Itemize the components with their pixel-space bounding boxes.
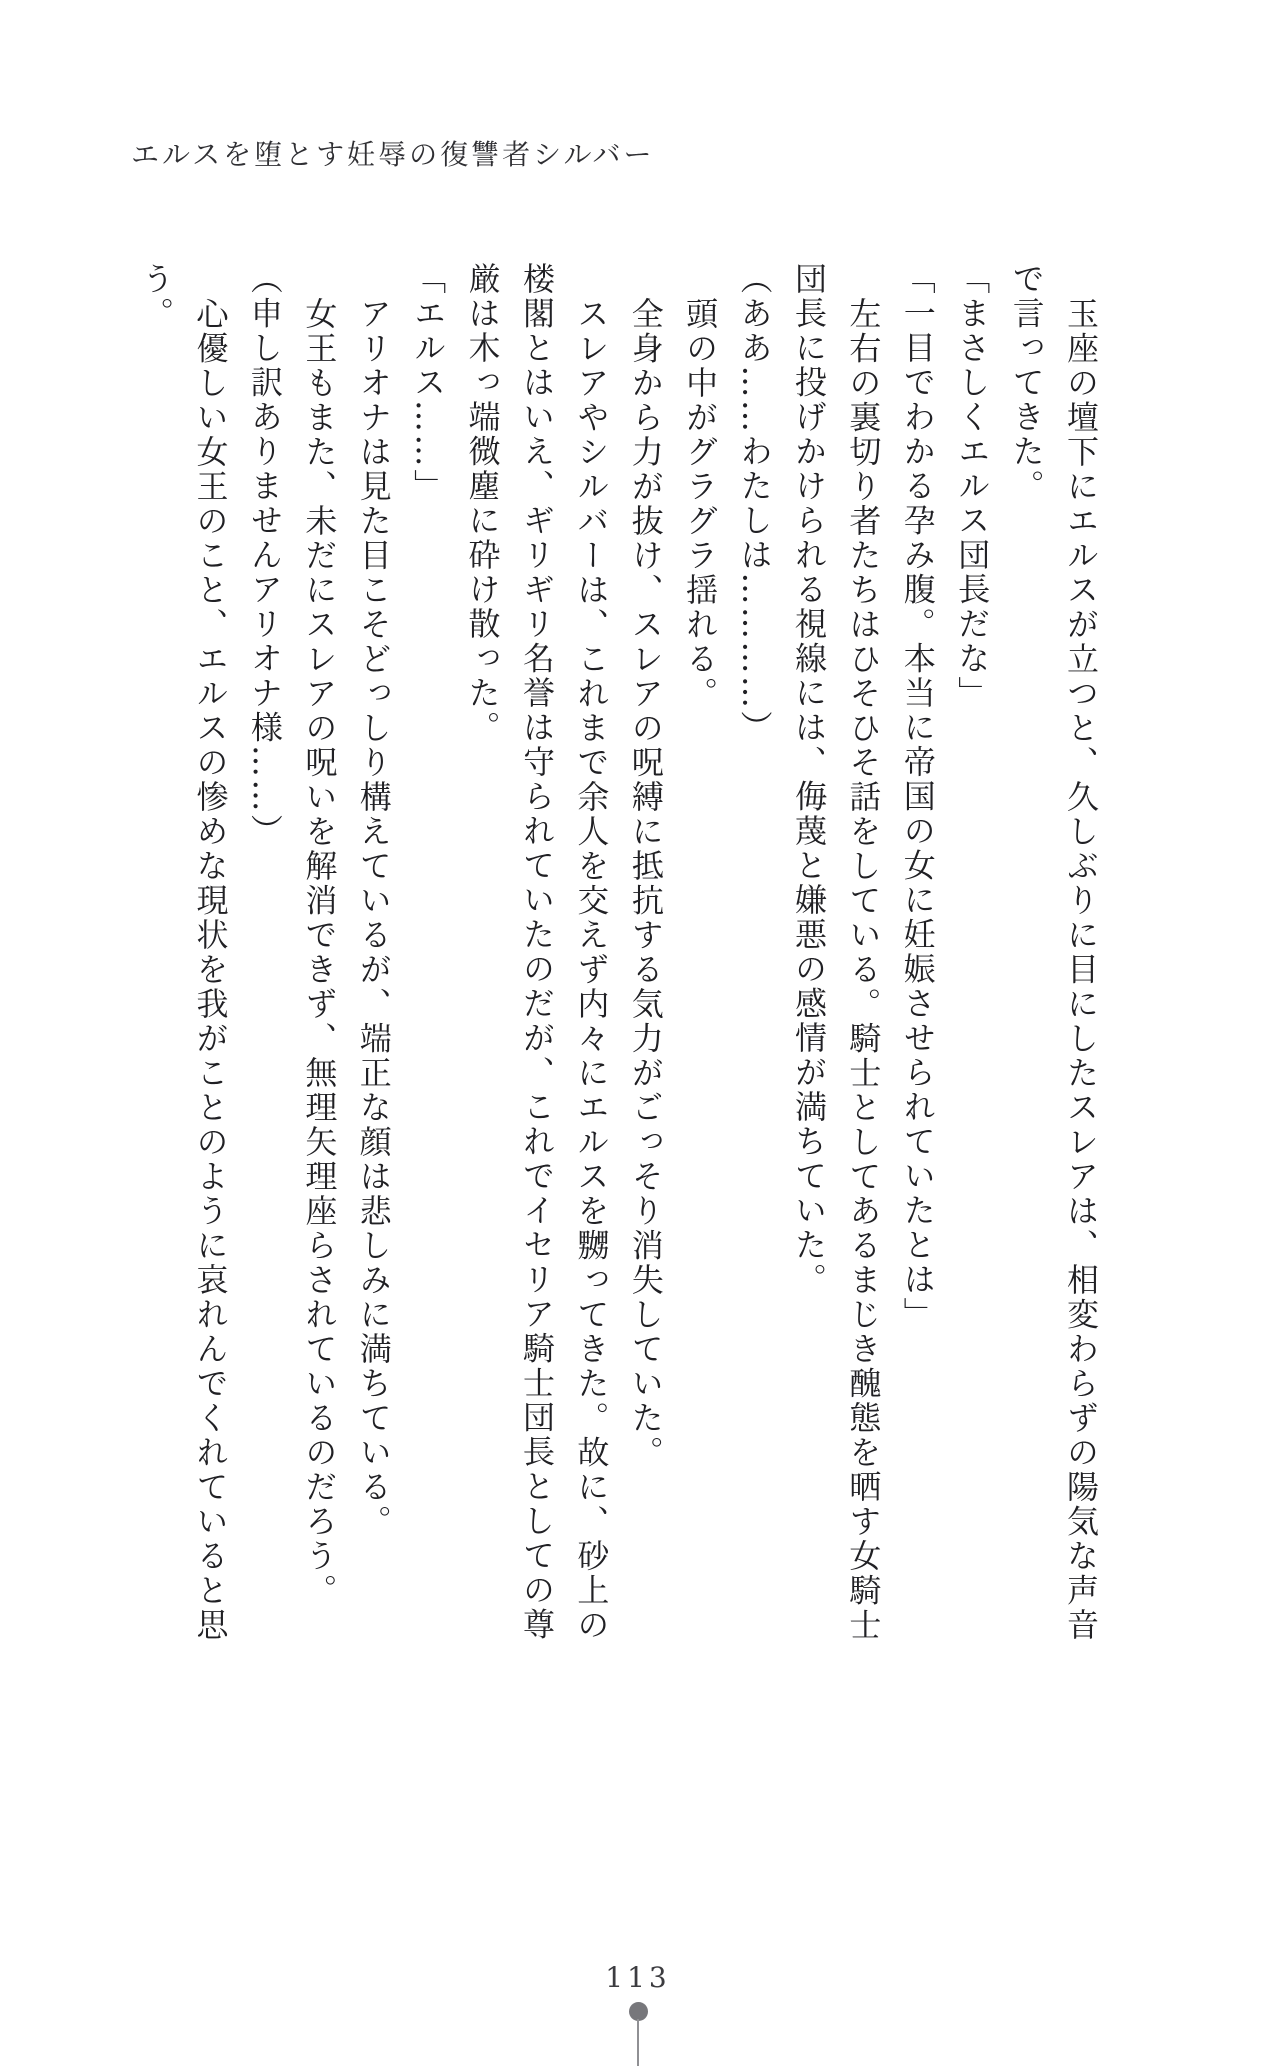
text-line: 全身から力が抜け、スレアの呪縛に抵抗する気力がごっそり消失していた。 (626, 296, 665, 1470)
text-line: 頭の中がグラグラ揺れる。 (681, 296, 720, 711)
text-line: アリオナは見た目こそどっしり構えているが、端正な顔は悲しみに満ちている。 (354, 296, 393, 1539)
text-line: 左右の裏切り者たちはひそひそ話をしている。騎士としてあるまじき醜態を晒す女騎士 (844, 296, 883, 1642)
text-line: 心優しい女王のこと、エルスの惨めな現状を我がことのように哀れんでくれていると思 (191, 296, 230, 1642)
text-line: 玉座の壇下にエルスが立つと、久しぶりに目にしたスレアは、相変わらずの陽気な声音 (1062, 296, 1100, 1642)
running-header-title: エルスを堕とす妊辱の復讐者シルバー (131, 138, 655, 171)
text-line: 団長に投げかけられる視線には、侮蔑と嫌悪の感情が満ちていた。 (789, 262, 828, 1297)
text-line: 楼閣とはいえ、ギリギリ名誉は守られていたのだが、これでイセリア騎士団長としての尊 (517, 262, 556, 1642)
text-line: 厳は木っ端微塵に砕け散った。 (463, 262, 502, 745)
text-line: （申し訳ありませんアリオナ様……） (245, 262, 284, 849)
text-line: で言ってきた。 (1007, 262, 1046, 504)
text-line: う。 (137, 262, 176, 331)
text-line: スレアやシルバーは、これまで余人を交えず内々にエルスを嬲ってきた。故に、砂上の (572, 296, 611, 1642)
body-text-block (129, 262, 1108, 1648)
page-number: 113 (605, 1961, 671, 1994)
text-line: 「エルス……」 (409, 262, 448, 504)
text-line: （ああ……わたしは…………） (735, 262, 774, 745)
footer-line-ornament (637, 2019, 639, 2066)
text-line: 「まさしくエルス団長だな」 (953, 262, 992, 711)
text-line: 「一目でわかる孕み腹。本当に帝国の女に妊娠させられていたとは」 (898, 262, 937, 1332)
text-line: 女王もまた、未だにスレアの呪いを解消できず、無理矢理座らされているのだろう。 (300, 296, 339, 1608)
